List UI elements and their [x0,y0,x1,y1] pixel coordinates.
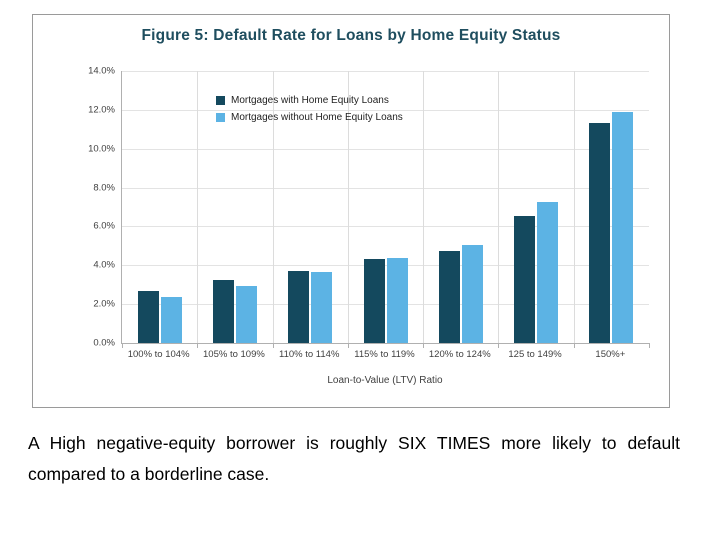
x-axis-tick [649,343,650,348]
chart-title: Figure 5: Default Rate for Loans by Home Equity Status [141,27,561,44]
caption-line-2: more likely to default compared to a borderline case. [28,433,680,484]
gridline [122,226,649,227]
x-axis-tick [122,343,123,348]
bar [288,271,309,343]
bar [161,297,182,343]
x-axis-title: Loan-to-Value (LTV) Ratio [327,375,443,386]
bar [589,123,610,343]
bar [612,112,633,343]
x-axis-tick [273,343,274,348]
legend-item [216,112,403,123]
x-axis-tick [197,343,198,348]
gridline [122,304,649,305]
x-axis-tick [574,343,575,348]
x-axis-tick-labels [121,349,649,365]
y-axis-tick-labels [55,65,115,349]
category-separator [423,71,424,343]
x-axis-tick-label: 115% to 119% [354,349,415,360]
bar [213,280,234,343]
x-axis-tick [498,343,499,348]
caption-line-1: A High negative-equity borrower is roughly SIX TIMES [28,433,491,453]
category-separator [197,71,198,343]
y-axis-tick-label: 12.0% [88,104,115,116]
x-axis-tick-label: 105% to 109% [203,349,265,360]
bar [311,272,332,343]
y-axis-tick-label: 6.0% [93,220,115,232]
bar [387,258,408,343]
gridline [122,188,649,189]
x-axis-tick-label: 125 to 149% [508,349,562,360]
y-axis-tick-label: 4.0% [93,259,115,271]
gridline [122,149,649,150]
chart-container [32,14,670,408]
category-separator [498,71,499,343]
bar [236,286,257,343]
legend-swatch-icon [216,113,225,122]
bar [138,291,159,343]
gridline [122,265,649,266]
legend-swatch-icon [216,96,225,105]
legend-label: Mortgages with Home Equity Loans [231,95,389,106]
gridline [122,71,649,72]
x-axis-tick [423,343,424,348]
x-axis-tick [348,343,349,348]
caption [28,428,680,490]
y-axis-tick-label: 0.0% [93,337,115,349]
chart-legend [216,95,403,129]
y-axis-tick-label: 14.0% [88,65,115,77]
bar [439,251,460,343]
x-axis-tick-label: 150%+ [595,349,626,360]
y-axis-tick-label: 8.0% [93,182,115,194]
x-axis-tick-label: 120% to 124% [428,349,491,360]
legend-label: Mortgages without Home Equity Loans [231,112,403,123]
y-axis-tick-label: 10.0% [88,143,115,155]
bar [462,245,483,343]
bar [364,259,385,343]
bar [537,202,558,343]
category-separator [574,71,575,343]
x-axis-tick-label: 100% to 104% [127,349,190,360]
y-axis-tick-label: 2.0% [93,298,115,310]
x-axis-tick-label: 110% to 114% [279,349,340,360]
legend-item [216,95,403,106]
bar [514,216,535,343]
